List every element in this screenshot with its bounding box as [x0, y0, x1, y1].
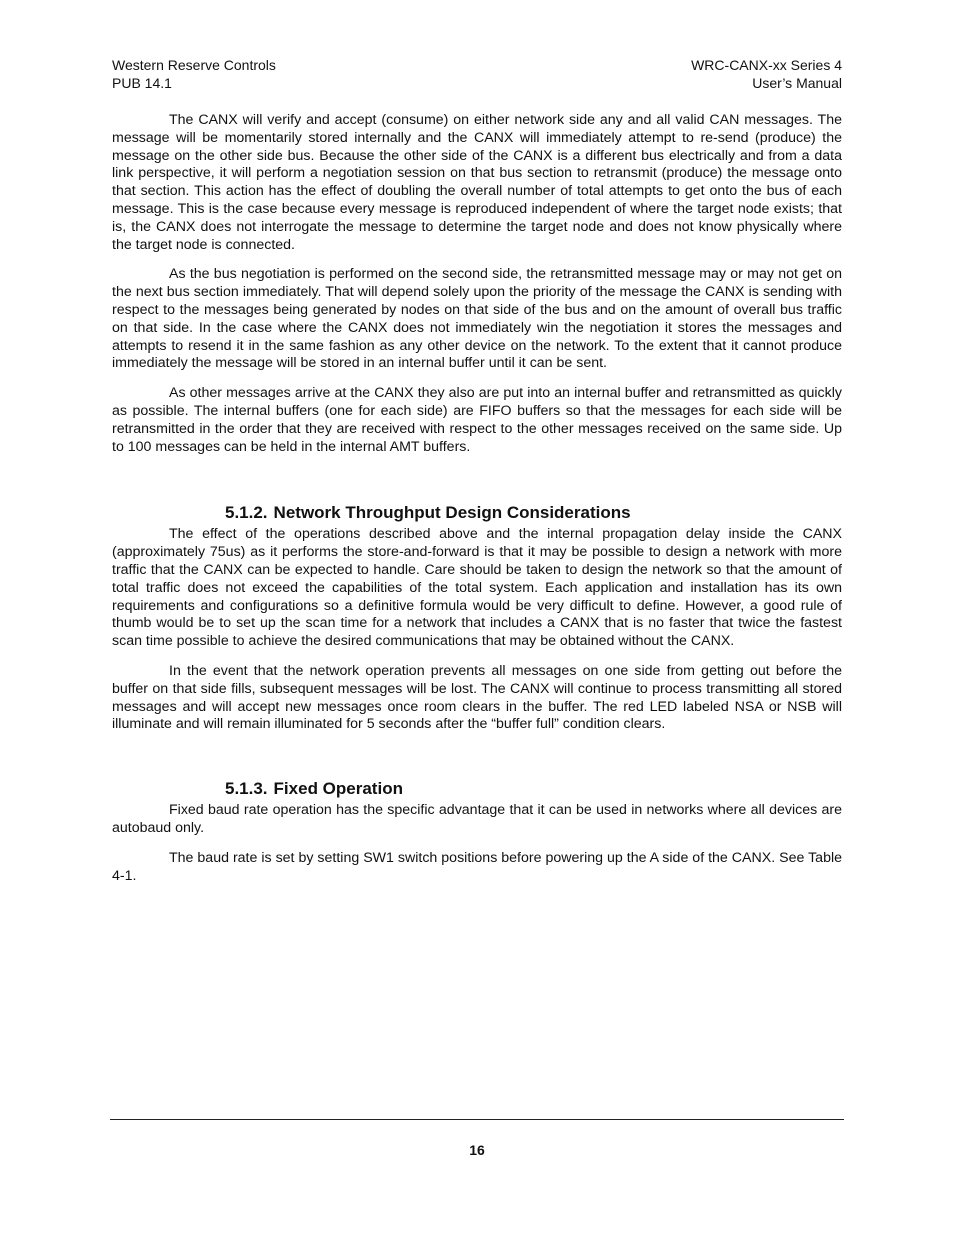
section-title: Fixed Operation [273, 779, 403, 799]
section-number: 5.1.3. [225, 779, 268, 799]
intro-paragraph-3: As other messages arrive at the CANX they also are put into an internal buffer and retransmitted as quickly as possible. The internal buffers (one for each side) are FIFO buffers so that the messages for each side will be retransmitted in the order that they are received with respect to the other messages received on the same side. Up to 100 messages can be held in the internal AMT buffers. [112, 385, 842, 455]
page-content [112, 112, 842, 897]
page-header [112, 56, 842, 92]
section-title: Network Throughput Design Considerations [273, 503, 631, 523]
company-name: Western Reserve Controls [112, 57, 276, 73]
intro-paragraph-1: The CANX will verify and accept (consume) on either network side any and all valid CAN messages. The message will be momentarily stored internally and the CANX will immediately attempt to re-send (produce) the message on the other side bus. Because the other side of the CANX is a different bus electrically and from a data link perspective, it will perform a negotiation session on that bus section to retransmit (produce) the message onto that section. This action has the effect of doubling the overall number of total attempts to get onto the bus of each message. This is the case because every message is reproduced independent of where the target node exists; that is, the CANX does not interrogate the message to determine the target node and does not know physically where the target node is connected. [112, 112, 842, 253]
fixed-operation-paragraph-2: The baud rate is set by setting SW1 switch positions before powering up the A side of the CANX. See Table 4-1. [112, 849, 842, 884]
intro-paragraph-2: As the bus negotiation is performed on the second side, the retransmitted message may or may not get on the next bus section immediately. That will depend solely upon the priority of the message the CANX is sending with respect to the messages being generated by nodes on that side of the bus and on the amount of overall bus traffic on that side. In the case where the CANX does not immediately win the negotiation it stores the messages and attempts to resend it in the same fashion as any other device on the network. To the extent that it cannot produce immediately the message will be stored in an internal buffer until it can be sent. [112, 266, 842, 372]
footer-divider [110, 1119, 844, 1120]
throughput-paragraph-2: In the event that the network operation prevents all messages on one side from getting out before the buffer on that side fills, subsequent messages will be lost. The CANX will continue to process transmitting all stored messages and will accept new messages once room clears in the buffer. The red LED labeled NSA or NSB will illuminate and will remain illuminated for 5 seconds after the “buffer full” condition clears. [112, 662, 842, 733]
header-row-2 [112, 74, 842, 92]
section-number: 5.1.2. [225, 503, 268, 523]
product-name: WRC-CANX-xx Series 4 [691, 57, 842, 73]
header-row-1 [112, 56, 842, 74]
throughput-paragraph-1: The effect of the operations described above and the internal propagation delay inside the CANX (approximately 75us) as it performs the store-and-forward is that it may be possible to design a network with more traffic that the CANX can be expected to handle. Care should be taken to design the network so that the amount of total traffic does not exceed the capabilities of the total system. Each application and installation has its own requirements and configurations so a definitive formula would be very difficult to define. However, a good rule of thumb would be to set up the scan time for a network that includes a CANX that is no faster that twice the fastest scan time possible to achieve the desired communications that may be obtained without the CANX. [112, 526, 842, 650]
section-heading-network-throughput [112, 502, 842, 524]
publication-number: PUB 14.1 [112, 75, 172, 91]
section-heading-fixed-operation [112, 778, 842, 800]
fixed-operation-paragraph-1: Fixed baud rate operation has the specific advantage that it can be used in networks where all devices are autobaud only. [112, 802, 842, 836]
page-number: 16 [469, 1142, 485, 1158]
document-type: User’s Manual [752, 75, 842, 91]
